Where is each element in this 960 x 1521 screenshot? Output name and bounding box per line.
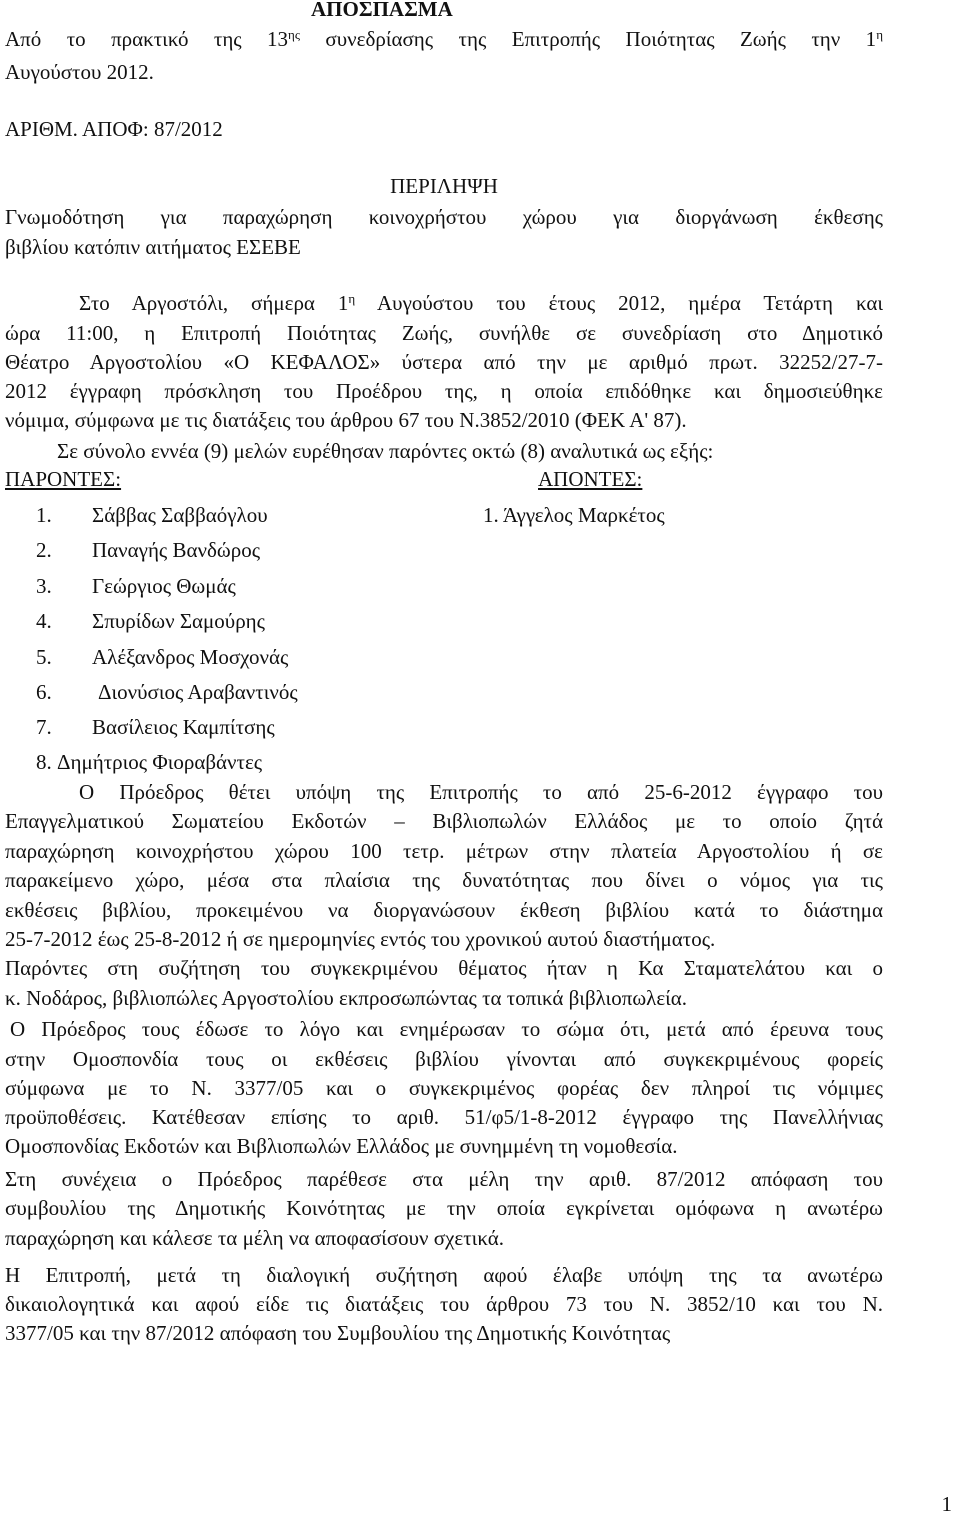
para1-text-b: Αυγούστου του έτους 2012, ημέρα Τετάρτη και	[355, 291, 883, 315]
member-name: Βασίλειος Καμπίτσης	[92, 715, 275, 739]
member-name: Σπυρίδων Σαμούρης	[92, 609, 265, 633]
present-label: ΠΑΡΟΝΤΕΣ:	[5, 467, 122, 491]
intro-text-b: συνεδρίασης της Επιτροπής Ποιότητας Ζωής την 1	[300, 27, 877, 51]
summary-line-1: Γνωμοδότηση για παραχώρηση κοινοχρήστου χώρου για διοργάνωση έκθεσης	[5, 205, 883, 229]
para3-line-2: στην Ομοσπονδία τους οι εκθέσεις βιβλίου γίνονται από συγκεκριμένους φορείς	[5, 1047, 883, 1071]
para4-line-2: συμβουλίου της Δημοτικής Κοινότητας με την οποία εγκρίνεται ομόφωνα η ανωτέρω	[5, 1196, 883, 1220]
list-item	[36, 679, 914, 705]
decision-number: ΑΡΙΘΜ. ΑΠΟΦ: 87/2012	[5, 117, 223, 141]
list-number: 8.	[36, 750, 52, 774]
list-item	[36, 644, 914, 670]
para2-line-8: κ. Νοδάρος, βιβλιοπώλες Αργοστολίου εκπροσωπώντας τα τοπικά βιβλιοπωλεία.	[5, 986, 688, 1010]
para1-sup: η	[348, 291, 356, 306]
para5-line-2: δικαιολογητικά και αφού είδε τις διατάξεις του άρθρου 73 του Ν. 3852/10 και του Ν.	[5, 1292, 883, 1316]
para1-text-a: Στο Αργοστόλι, σήμερα 1	[79, 291, 349, 315]
list-item	[36, 608, 914, 634]
summary-heading: ΠΕΡΙΛΗΨΗ	[390, 174, 498, 198]
member-name: Δημήτριος Φιοραβάντες	[57, 750, 263, 774]
list-number: 7.	[36, 715, 52, 739]
list-number: 4.	[36, 609, 52, 633]
para2-line-7: Παρόντες στη συζήτηση του συγκεκριμένου θέματος ήταν η Κα Σταματελάτου και ο	[5, 956, 883, 980]
absent-label: ΑΠΟΝΤΕΣ:	[538, 467, 643, 491]
para4-line-3: παραχώρηση και κάλεσε τα μέλη να αποφασίσουν σχετικά.	[5, 1226, 504, 1250]
page-number: 1	[941, 1492, 952, 1516]
member-name: Παναγής Βανδώρος	[92, 538, 261, 562]
para3-line-3: σύμφωνα με το Ν. 3377/05 και ο συγκεκριμένος φορέας δεν πληροί τις νόμιμες	[5, 1076, 883, 1100]
para3-line-4: προϋποθέσεις. Κατέθεσαν επίσης το αριθ. 51/φ5/1-8-2012 έγγραφο της Πανελλήνιας	[5, 1105, 883, 1129]
para5-line-3: 3377/05 και την 87/2012 απόφαση του Συμβουλίου της Δημοτικής Κοινότητας	[5, 1321, 671, 1345]
member-name: Γεώργιος Θωμάς	[92, 574, 236, 598]
para4-line-1: Στη συνέχεια ο Πρόεδρος παρέθεσε στα μέλη την αριθ. 87/2012 απόφαση του	[5, 1167, 883, 1191]
list-item	[36, 749, 914, 775]
para2-line-6: 25-7-2012 έως 25-8-2012 ή σε ημερομηνίες εντός του χρονικού αυτού διαστήματος.	[5, 927, 716, 951]
member-name: Σάββας Σαββαόγλου	[92, 503, 268, 527]
list-item	[36, 573, 914, 599]
document-title: ΑΠΟΣΠΑΣΜΑ	[311, 0, 453, 21]
intro-line-2: Αυγούστου 2012.	[5, 60, 154, 84]
list-number: 1.	[36, 503, 52, 527]
list-item	[36, 714, 914, 740]
list-number: 3.	[36, 574, 52, 598]
para1-line-2: ώρα 11:00, η Επιτροπή Ποιότητας Ζωής, συνήλθε σε συνεδρίαση στο Δημοτικό	[5, 321, 883, 345]
para3-line-5: Ομοσπονδίας Εκδοτών και Βιβλιοπωλών Ελλάδος με συνημμένη τη νομοθεσία.	[5, 1134, 678, 1158]
list-item: 1. Άγγελος Μαρκέτος	[483, 503, 665, 527]
para1-line-5: νόμιμα, σύμφωνα με τις διατάξεις του άρθρου 67 του Ν.3852/2010 (ΦΕΚ Α' 87).	[5, 408, 687, 432]
list-item	[36, 502, 914, 528]
para1-line-4: 2012 έγγραφη πρόσκληση του Προέδρου της, η οποία επιδόθηκε και δημοσιεύθηκε	[5, 379, 883, 403]
para2-line-4: παρακείμενο χώρο, μέσα στα πλαίσια της δυνατότητας που δίνει ο νόμος για τις	[5, 868, 883, 892]
member-name: Αλέξανδρος Μοσχονάς	[92, 645, 289, 669]
list-item	[36, 537, 914, 563]
intro-sup-2: η	[876, 27, 883, 42]
para2-line-1: Ο Πρόεδρος θέτει υπόψη της Επιτροπής το από 25-6-2012 έγγραφο του	[79, 780, 883, 804]
para1-line-1	[79, 290, 883, 316]
intro-text-a: Από το πρακτικό της 13	[5, 27, 289, 51]
para5-line-1: Η Επιτροπή, μετά τη διαλογική συζήτηση αφού έλαβε υπόψη της τα ανωτέρω	[5, 1263, 883, 1287]
member-name: Διονύσιος Αραβαντινός	[98, 680, 298, 704]
intro-line-1	[5, 26, 883, 52]
para3-line-1: Ο Πρόεδρος τους έδωσε το λόγο και ενημέρωσαν το σώμα ότι, μετά από έρευνα τους	[10, 1017, 883, 1041]
para1-line-6: Σε σύνολο εννέα (9) μελών ευρέθησαν παρόντες οκτώ (8) αναλυτικά ως εξής:	[57, 439, 714, 463]
intro-sup-1: ης	[288, 27, 300, 42]
list-number: 2.	[36, 538, 52, 562]
list-number: 5.	[36, 645, 52, 669]
para1-line-3: Θέατρο Αργοστολίου «Ο ΚΕΦΑΛΟΣ» ύστερα από την με αριθμό πρωτ. 32252/27-7-	[5, 350, 883, 374]
summary-line-2: βιβλίου κατόπιν αιτήματος ΕΣΕΒΕ	[5, 235, 301, 259]
para2-line-3: παραχώρηση κοινοχρήστου χώρου 100 τετρ. μέτρων στην πλατεία Αργοστολίου ή σε	[5, 839, 883, 863]
list-number: 6.	[36, 680, 52, 704]
para2-line-2: Επαγγελματικού Σωματείου Εκδοτών – Βιβλιοπωλών Ελλάδος με το οποίο ζητά	[5, 809, 883, 833]
para2-line-5: εκθέσεις βιβλίου, προκειμένου να διοργανώσουν έκθεση βιβλίου κατά το διάστημα	[5, 898, 883, 922]
